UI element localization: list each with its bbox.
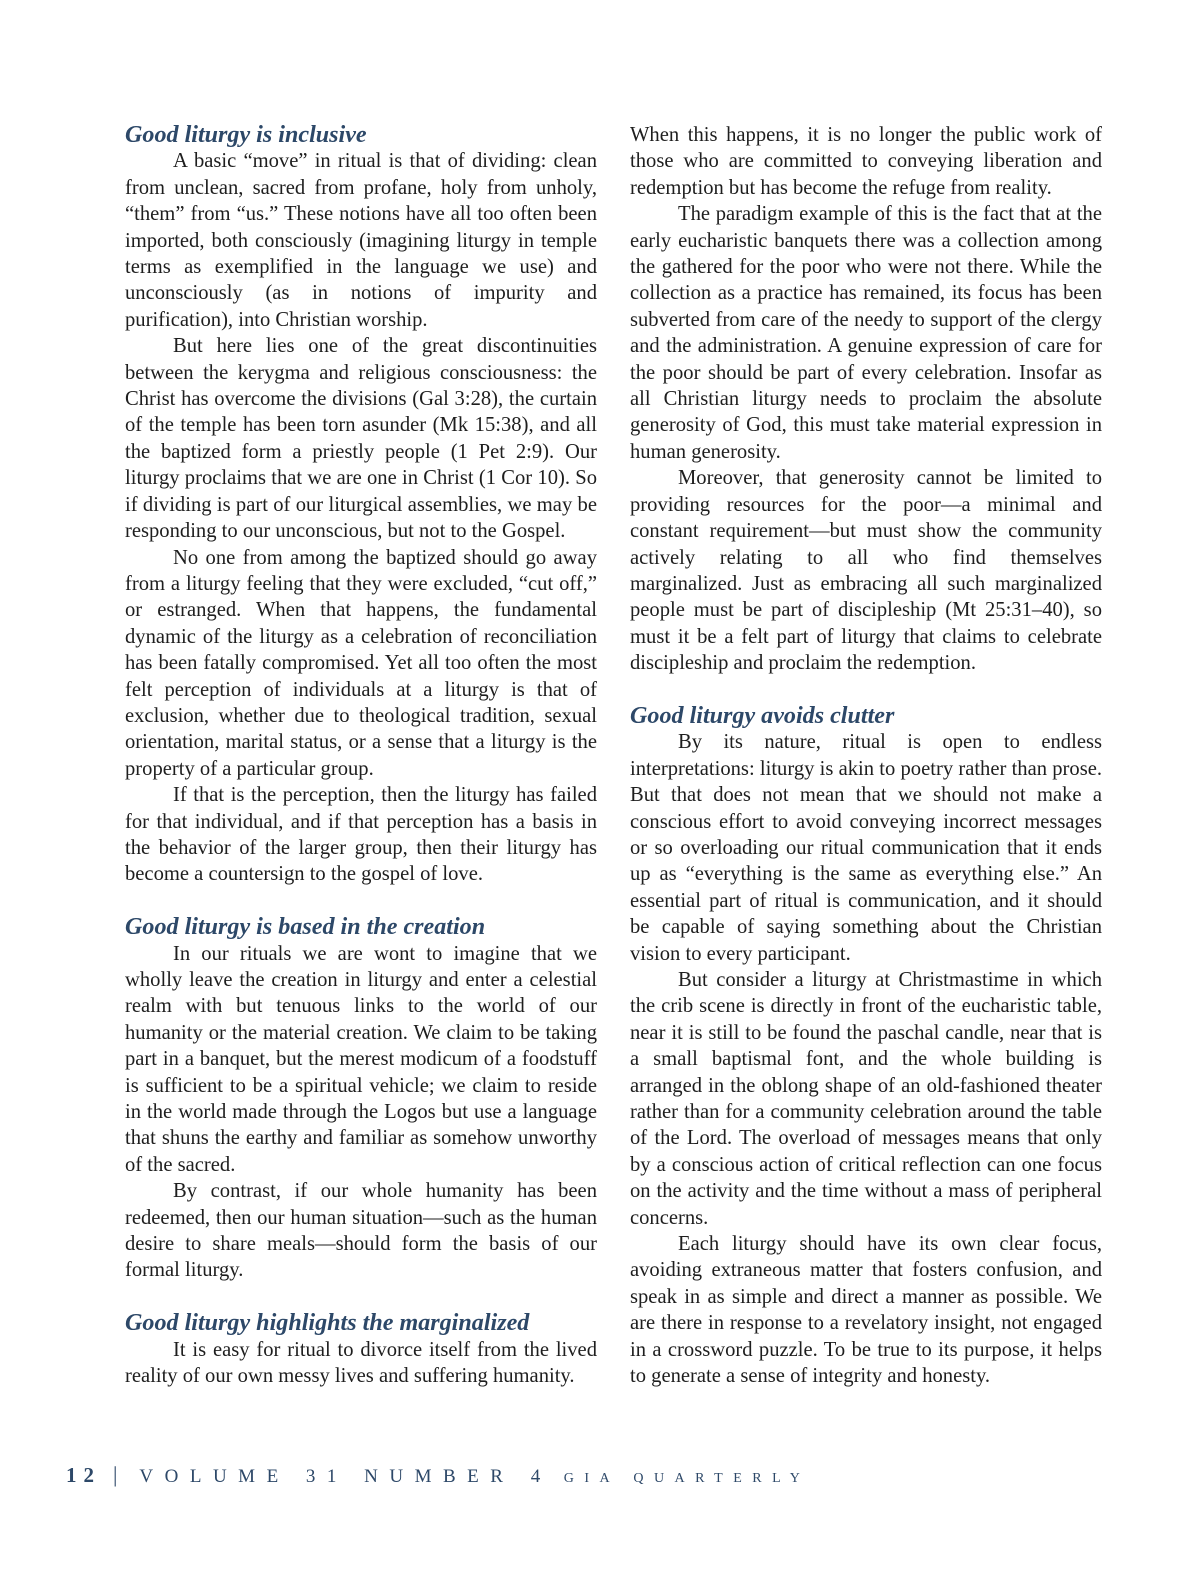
page-footer	[66, 1462, 810, 1486]
section-marginalized-continued	[630, 122, 1102, 677]
section-heading: Good liturgy highlights the marginalized	[125, 1310, 530, 1337]
body-paragraph: Moreover, that generosity cannot be limited to providing resources for the poor—a minimal and constant requirement—but must show the community actively relating to all who find themselves marginalized. Just as embracing all such marginalized people must be part of discipleship (Mt 25:31–40), so must it be a felt part of liturgy that claims to celebrate discipleship and proclaim the redemption.	[630, 467, 1102, 675]
body-paragraph: But consider a liturgy at Christmastime in which the crib scene is directly in front of the eucharistic table, near it is still to be found the paschal candle, near that is a small baptismal font, and the whole building is arranged in the oblong shape of an old-fashioned theater rather than for a community celebration around the table of the Lord. The overload of messages means that only by a conscious action of critical reflection can one focus on the activity and the time without a mass of peripheral concerns.	[630, 968, 1102, 1229]
body-paragraph: In our rituals we are wont to imagine that we wholly leave the creation in liturgy and enter a celestial realm with but tenuous links to the world of our humanity or the material creation. We claim to be taking part in a banquet, but the merest modicum of a foodstuff is sufficient to be a spiritual vehicle; we claim to reside in the world made through the Logos but use a language that shuns the earthy and familiar as somehow unworthy of the sacred.	[125, 942, 597, 1176]
left-column	[125, 122, 597, 1389]
section-clutter	[630, 703, 1102, 1390]
section-inclusive	[125, 122, 597, 888]
body-paragraph: It is easy for ritual to divorce itself from the lived reality of our own messy lives and suffering humanity.	[125, 1338, 597, 1388]
section-marginalized	[125, 1310, 597, 1389]
body-paragraph: By its nature, ritual is open to endless interpretations: liturgy is akin to poetry rather than prose. But that does not mean that we should not make a conscious effort to avoid conveying incorrect messages or so overloading our ritual communication that it ends up as “everything is the same as everything else.” An essential part of ritual is communication, and it should be capable of saying something about the Christian vision to every participant.	[630, 731, 1102, 965]
body-paragraph: But here lies one of the great discontinuities between the kerygma and religious consciousness: the Christ has overcome the divisions (Gal 3:28), the curtain of the temple has been torn asunder (Mk 15:38), and all the baptized form a priestly people (1 Pet 2:9). Our liturgy proclaims that we are one in Christ (1 Cor 10). So if dividing is part of our liturgical assemblies, we may be responding to our unconscious, but not to the Gospel.	[125, 335, 597, 543]
body-paragraph: Each liturgy should have its own clear focus, avoiding extraneous matter that fosters confusion, and speak in as simple and direct a manner as possible. We are there in response to a revelatory insight, not engaged in a crossword puzzle. To be true to its purpose, it helps to generate a sense of integrity and honesty.	[630, 1233, 1102, 1388]
body-paragraph: No one from among the baptized should go away from a liturgy feeling that they were excluded, “cut off,” or estranged. When that happens, the fundamental dynamic of the liturgy as a celebration of reconciliation has been fatally compromised. Yet all too often the most felt perception of individuals at a liturgy is that of exclusion, whether due to theological tradition, sexual orientation, marital status, or a sense that a liturgy is the property of a particular group.	[125, 546, 597, 780]
body-paragraph: If that is the perception, then the liturgy has failed for that individual, and if that perception has a basis in the behavior of the larger group, then their liturgy has become a countersign to the gospel of love.	[125, 784, 597, 886]
section-heading: Good liturgy is based in the creation	[125, 914, 486, 941]
continued-paragraph: When this happens, it is no longer the public work of those who are committed to conveying liberation and redemption but has become the refuge from reality.	[630, 124, 1102, 199]
section-heading: Good liturgy avoids clutter	[630, 702, 895, 729]
publication-name: GIA QUARTERLY	[563, 1471, 811, 1486]
body-paragraph: The paradigm example of this is the fact that at the early eucharistic banquets there was a collection among the gathered for the poor who were not there. While the collection as a practice has remained, its focus has been subverted from care of the needy to support of the clergy and the administration. A genuine expression of care for the poor should be part of every celebration. Insofar as all Christian liturgy needs to proclaim the absolute generosity of God, this must take material expression in human generosity.	[630, 203, 1102, 463]
footer-separator: |	[113, 1462, 118, 1487]
volume-issue: VOLUME 31 NUMBER 4	[139, 1466, 552, 1487]
section-heading: Good liturgy is inclusive	[125, 122, 367, 148]
body-paragraph: By contrast, if our whole humanity has been redeemed, then our human situation—such as the human desire to share meals—should form the basis of our formal liturgy.	[125, 1180, 597, 1282]
body-paragraph: A basic “move” in ritual is that of dividing: clean from unclean, sacred from profane, holy from unholy, “them” from “us.” These notions have all too often been imported, both consciously (imagining liturgy in temple terms as exemplified in the language we use) and unconsciously (as in notions of impurity and purification), into Christian worship.	[125, 150, 597, 331]
page-number: 12	[66, 1463, 101, 1487]
section-creation	[125, 914, 597, 1284]
right-column	[630, 122, 1102, 1389]
